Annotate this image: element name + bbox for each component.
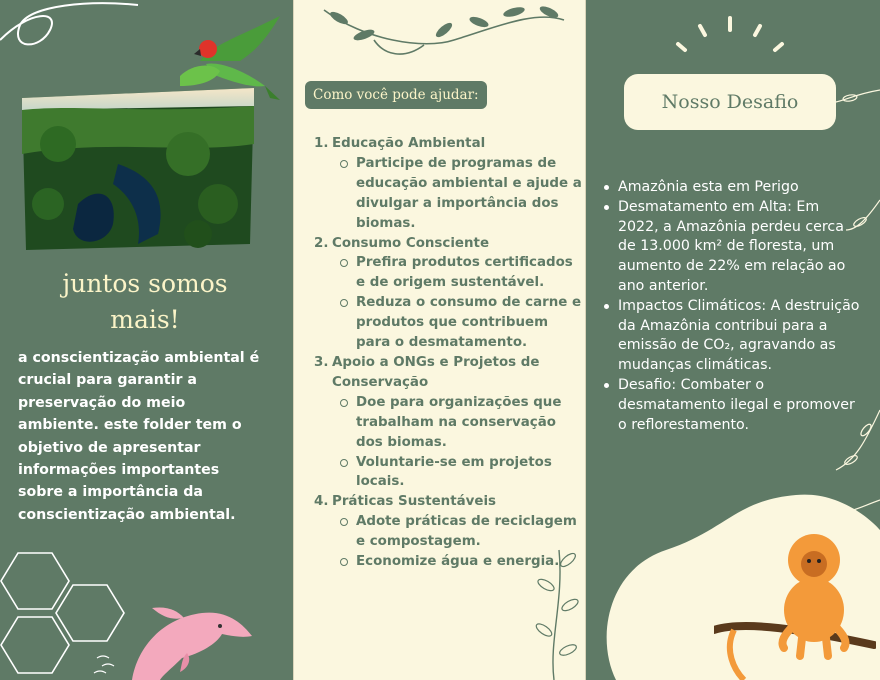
vine-illustration	[524, 540, 586, 680]
list-item	[314, 353, 584, 393]
sub-item: Reduza o consumo de carne e produtos que contribuem para o desmatamento.	[314, 293, 584, 353]
item-title: Consumo Consciente	[332, 235, 490, 251]
golden-lion-tamarin-illustration	[714, 530, 876, 680]
sub-item: Doe para organizações que trabalham na conservação dos biomas.	[314, 393, 584, 453]
list-item	[314, 492, 584, 512]
sub-item: Adote práticas de reciclagem e compostagem.	[314, 512, 584, 552]
nosso-desafio-button[interactable]: Nosso Desafio	[624, 74, 836, 130]
intro-paragraph: a conscientização ambiental é crucial para garantir a preservação do meio ambiente. este folder tem o objetivo de apresentar informações importantes sobre a importância da conscientização ambiental.	[18, 350, 260, 523]
challenge-list	[604, 178, 862, 435]
list-item: Desafio: Combater o desmatamento ilegal e promover o reflorestamento.	[604, 376, 862, 435]
sub-item: Economize água e energia.	[314, 552, 584, 572]
middle-panel	[293, 0, 586, 680]
sunburst-icon	[670, 10, 790, 70]
list-item	[314, 234, 584, 254]
sub-item: Prefira produtos certificados e de origem sustentável.	[314, 253, 584, 293]
slogan-title	[20, 266, 270, 338]
help-list	[314, 134, 584, 572]
item-number: 1.	[314, 136, 329, 151]
list-item: Desmatamento em Alta: Em 2022, a Amazônia perdeu cerca de 13.000 km² de floresta, um aumento de 22% em relação ao ano anterior.	[604, 198, 862, 297]
item-title: Educação Ambiental	[332, 136, 486, 151]
item-title: Apoio a ONGs e Projetos de Conservação	[332, 354, 540, 390]
parrot-illustration	[170, 16, 288, 102]
pink-dolphin-illustration	[92, 598, 262, 680]
list-item: Impactos Climáticos: A destruição da Amazônia contribui para a emissão de CO₂, agravando as mudanças climáticas.	[604, 297, 862, 376]
item-number: 4.	[314, 494, 329, 510]
slogan-line-1: juntos somos	[62, 269, 228, 298]
item-number: 3.	[314, 354, 329, 370]
left-panel	[0, 0, 293, 680]
sub-item: Participe de programas de educação ambiental e ajude a divulgar a importância dos biomas.	[314, 154, 584, 234]
forest-river-photo	[18, 84, 258, 250]
list-item	[314, 134, 584, 154]
item-title: Práticas Sustentáveis	[332, 494, 497, 510]
list-item: Amazônia esta em Perigo	[604, 178, 862, 198]
vine-illustration	[304, 0, 574, 70]
right-panel	[586, 0, 880, 680]
item-number: 2.	[314, 235, 329, 251]
slogan-line-2: mais!	[110, 305, 180, 334]
sub-item: Voluntarie-se em projetos locais.	[314, 453, 584, 493]
help-heading: Como você pode ajudar:	[305, 81, 487, 109]
